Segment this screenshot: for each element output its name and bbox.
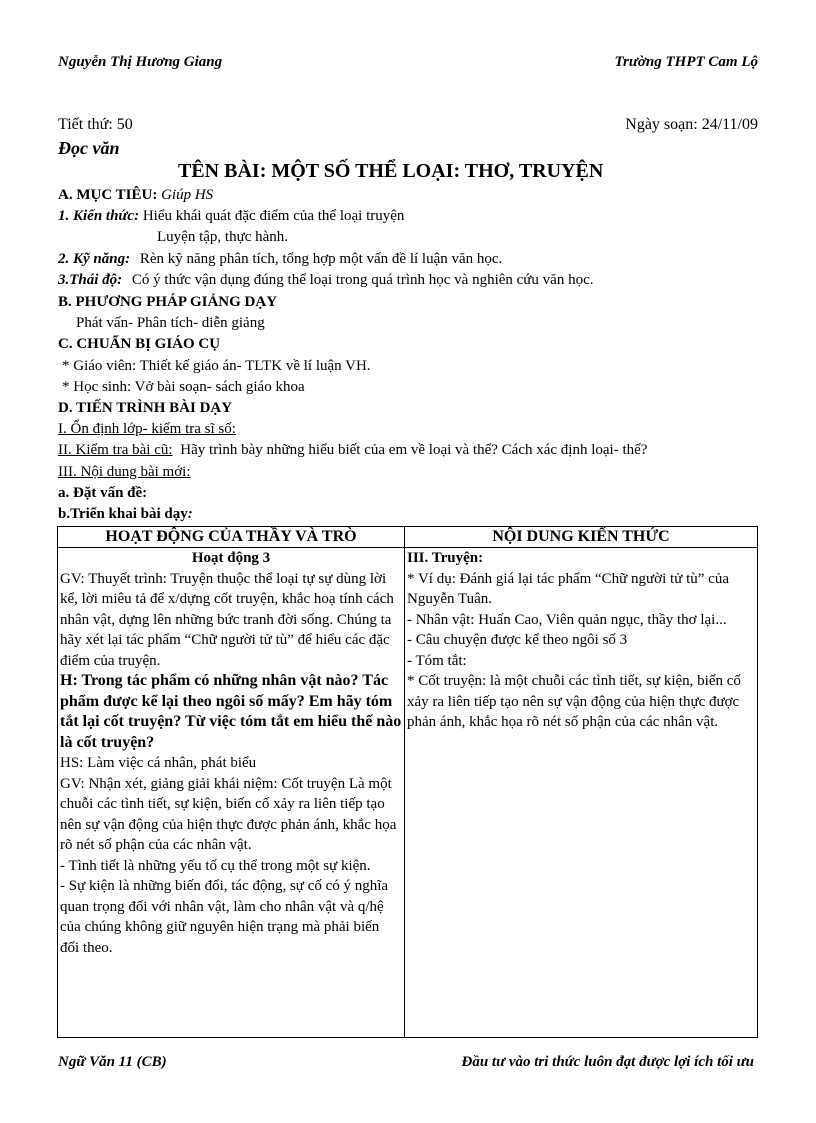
skill-row (58, 249, 502, 269)
attitude-text: Có ý thức vận dụng đúng thể loại trong quá trình học và nghiên cứu văn học. (131, 272, 594, 288)
teacher-prep: * Giáo viên: Thiết kế giáo án- TLTK về lí luận VH. (62, 358, 371, 374)
section-a-heading: A. MỤC TIÊU: (58, 187, 158, 203)
section-b-heading: B. PHƯƠNG PHÁP GIẢNG DẠY (58, 294, 278, 310)
activities-cell (58, 548, 405, 1038)
section-a (58, 185, 213, 205)
content-cell (405, 548, 758, 1038)
content-para-4: - Tóm tắt: (407, 652, 467, 669)
subject-label: Đọc văn (58, 138, 120, 158)
attitude-row (58, 270, 594, 290)
lesson-table (57, 526, 758, 1038)
activity-question: H: Trong tác phẩm có những nhân vật nào? Tác phẩm được kể lại theo ngôi số mấy? Em hãy tóm tắt lại cốt truyện? Từ việc tóm tắt em hiểu thế nào là cốt truyện? (60, 672, 402, 751)
skill-label: 2. Kỹ năng: (58, 251, 131, 267)
section-c-heading: C. CHUẨN BỊ GIÁO CỤ (58, 336, 221, 352)
table-header-row (58, 527, 758, 548)
sub-b (58, 504, 193, 524)
content-heading: III. Truyện: (407, 550, 484, 566)
step-2-label: II. Kiểm tra bài cũ: (58, 442, 173, 458)
step-1: I. Ổn định lớp- kiểm tra sĩ số: (58, 421, 236, 437)
footer-left: Ngữ Văn 11 (CB) (58, 1054, 167, 1070)
section-b-text: Phát vấn- Phân tích- diễn giảng (76, 315, 265, 331)
step-2-text: Hãy trình bày những hiểu biết của em về loại và thể? Cách xác định loại- thể? (180, 442, 648, 458)
skill-text: Rèn kỹ năng phân tích, tổng hợp một vấn đề lí luận văn học. (139, 251, 503, 267)
content-para-2: - Nhân vật: Huấn Cao, Viên quản ngục, thầy thơ lại... (407, 611, 727, 628)
student-prep: * Học sinh: Vở bài soạn- sách giáo khoa (62, 379, 305, 395)
activity-title: Hoạt động 3 (191, 550, 271, 566)
knowledge-row (58, 206, 404, 226)
content-para-3: - Câu chuyện được kể theo ngôi số 3 (407, 632, 628, 648)
lesson-number: Tiết thứ: 50 (58, 116, 133, 133)
header-author: Nguyễn Thị Hương Giang (58, 54, 223, 70)
table-row (58, 548, 758, 1038)
page-title: TÊN BÀI: MỘT SỐ THỂ LOẠI: THƠ, TRUYỆN (178, 160, 604, 182)
knowledge-text-1: Hiểu khái quát đặc điểm của thể loại truyện (142, 208, 405, 224)
activity-para-3: - Tình tiết là những yếu tố cụ thể trong một sự kiện. (60, 857, 371, 874)
activity-para-2: GV: Nhận xét, giảng giải khái niệm: Cốt truyện Là một chuỗi các tình tiết, sự kiện, biến cố xảy ra liên tiếp tạo nên sự vận động của hiện thực được phản ánh, khắc họa rõ nét số phận của các nhân vật. (60, 775, 397, 853)
sub-b-text: b.Triển khai bài dạy (58, 506, 188, 522)
prep-date: Ngày soạn: 24/11/09 (625, 116, 758, 133)
step-3: III. Nội dung bài mới: (58, 464, 191, 480)
header-school: Trường THPT Cam Lộ (614, 54, 758, 70)
activity-student: HS: Làm việc cá nhân, phát biểu (60, 755, 257, 771)
content-para-1: * Ví dụ: Đánh giá lại tác phẩm “Chữ người tử tù” của Nguyễn Tuân. (407, 570, 729, 607)
content-para-5: * Cốt truyện: là một chuỗi các tình tiết, sự kiện, biến cố xảy ra liên tiếp tạo nên sự vận động của hiện thực được phản ánh, khắc họa rõ nét số phận của các nhân vật. (407, 673, 741, 730)
activity-para-1: GV: Thuyết trình: Truyện thuộc thể loại tự sự dùng lời kể, lời miêu tả để x/dựng cốt truyện, khắc hoạ tính cách nhân vật, dựng lên những bức tranh đời sống. Chúng ta hãy xét lại tác phẩm “Chữ người tử tù” để hiểu các đặc điểm của truyện. (60, 570, 394, 669)
knowledge-text-2: Luyện tập, thực hành. (157, 229, 289, 245)
footer-right: Đầu tư vào tri thức luôn đạt được lợi ích tối ưu (461, 1054, 754, 1070)
section-d-heading: D. TIẾN TRÌNH BÀI DẠY (58, 400, 233, 416)
col-header-content: NỘI DUNG KIẾN THỨC (405, 527, 758, 548)
sub-a: a. Đặt vấn đề: (58, 485, 148, 501)
activity-para-4: - Sự kiện là những biến đổi, tác động, sự cố có ý nghĩa quan trọng đối với nhân vật, làm cho nhân vật và q/hệ của chúng không giữ nguyên hiện trạng mà phải biến đổi theo. (60, 878, 389, 956)
col-header-activities: HOẠT ĐỘNG CỦA THẦY VÀ TRÒ (58, 527, 405, 548)
knowledge-label: 1. Kiến thức: (58, 208, 140, 224)
step-2 (58, 440, 647, 460)
section-a-sub: Giúp HS (161, 187, 214, 203)
sub-b-colon: : (187, 506, 193, 522)
attitude-label: 3.Thái độ: (58, 272, 123, 288)
